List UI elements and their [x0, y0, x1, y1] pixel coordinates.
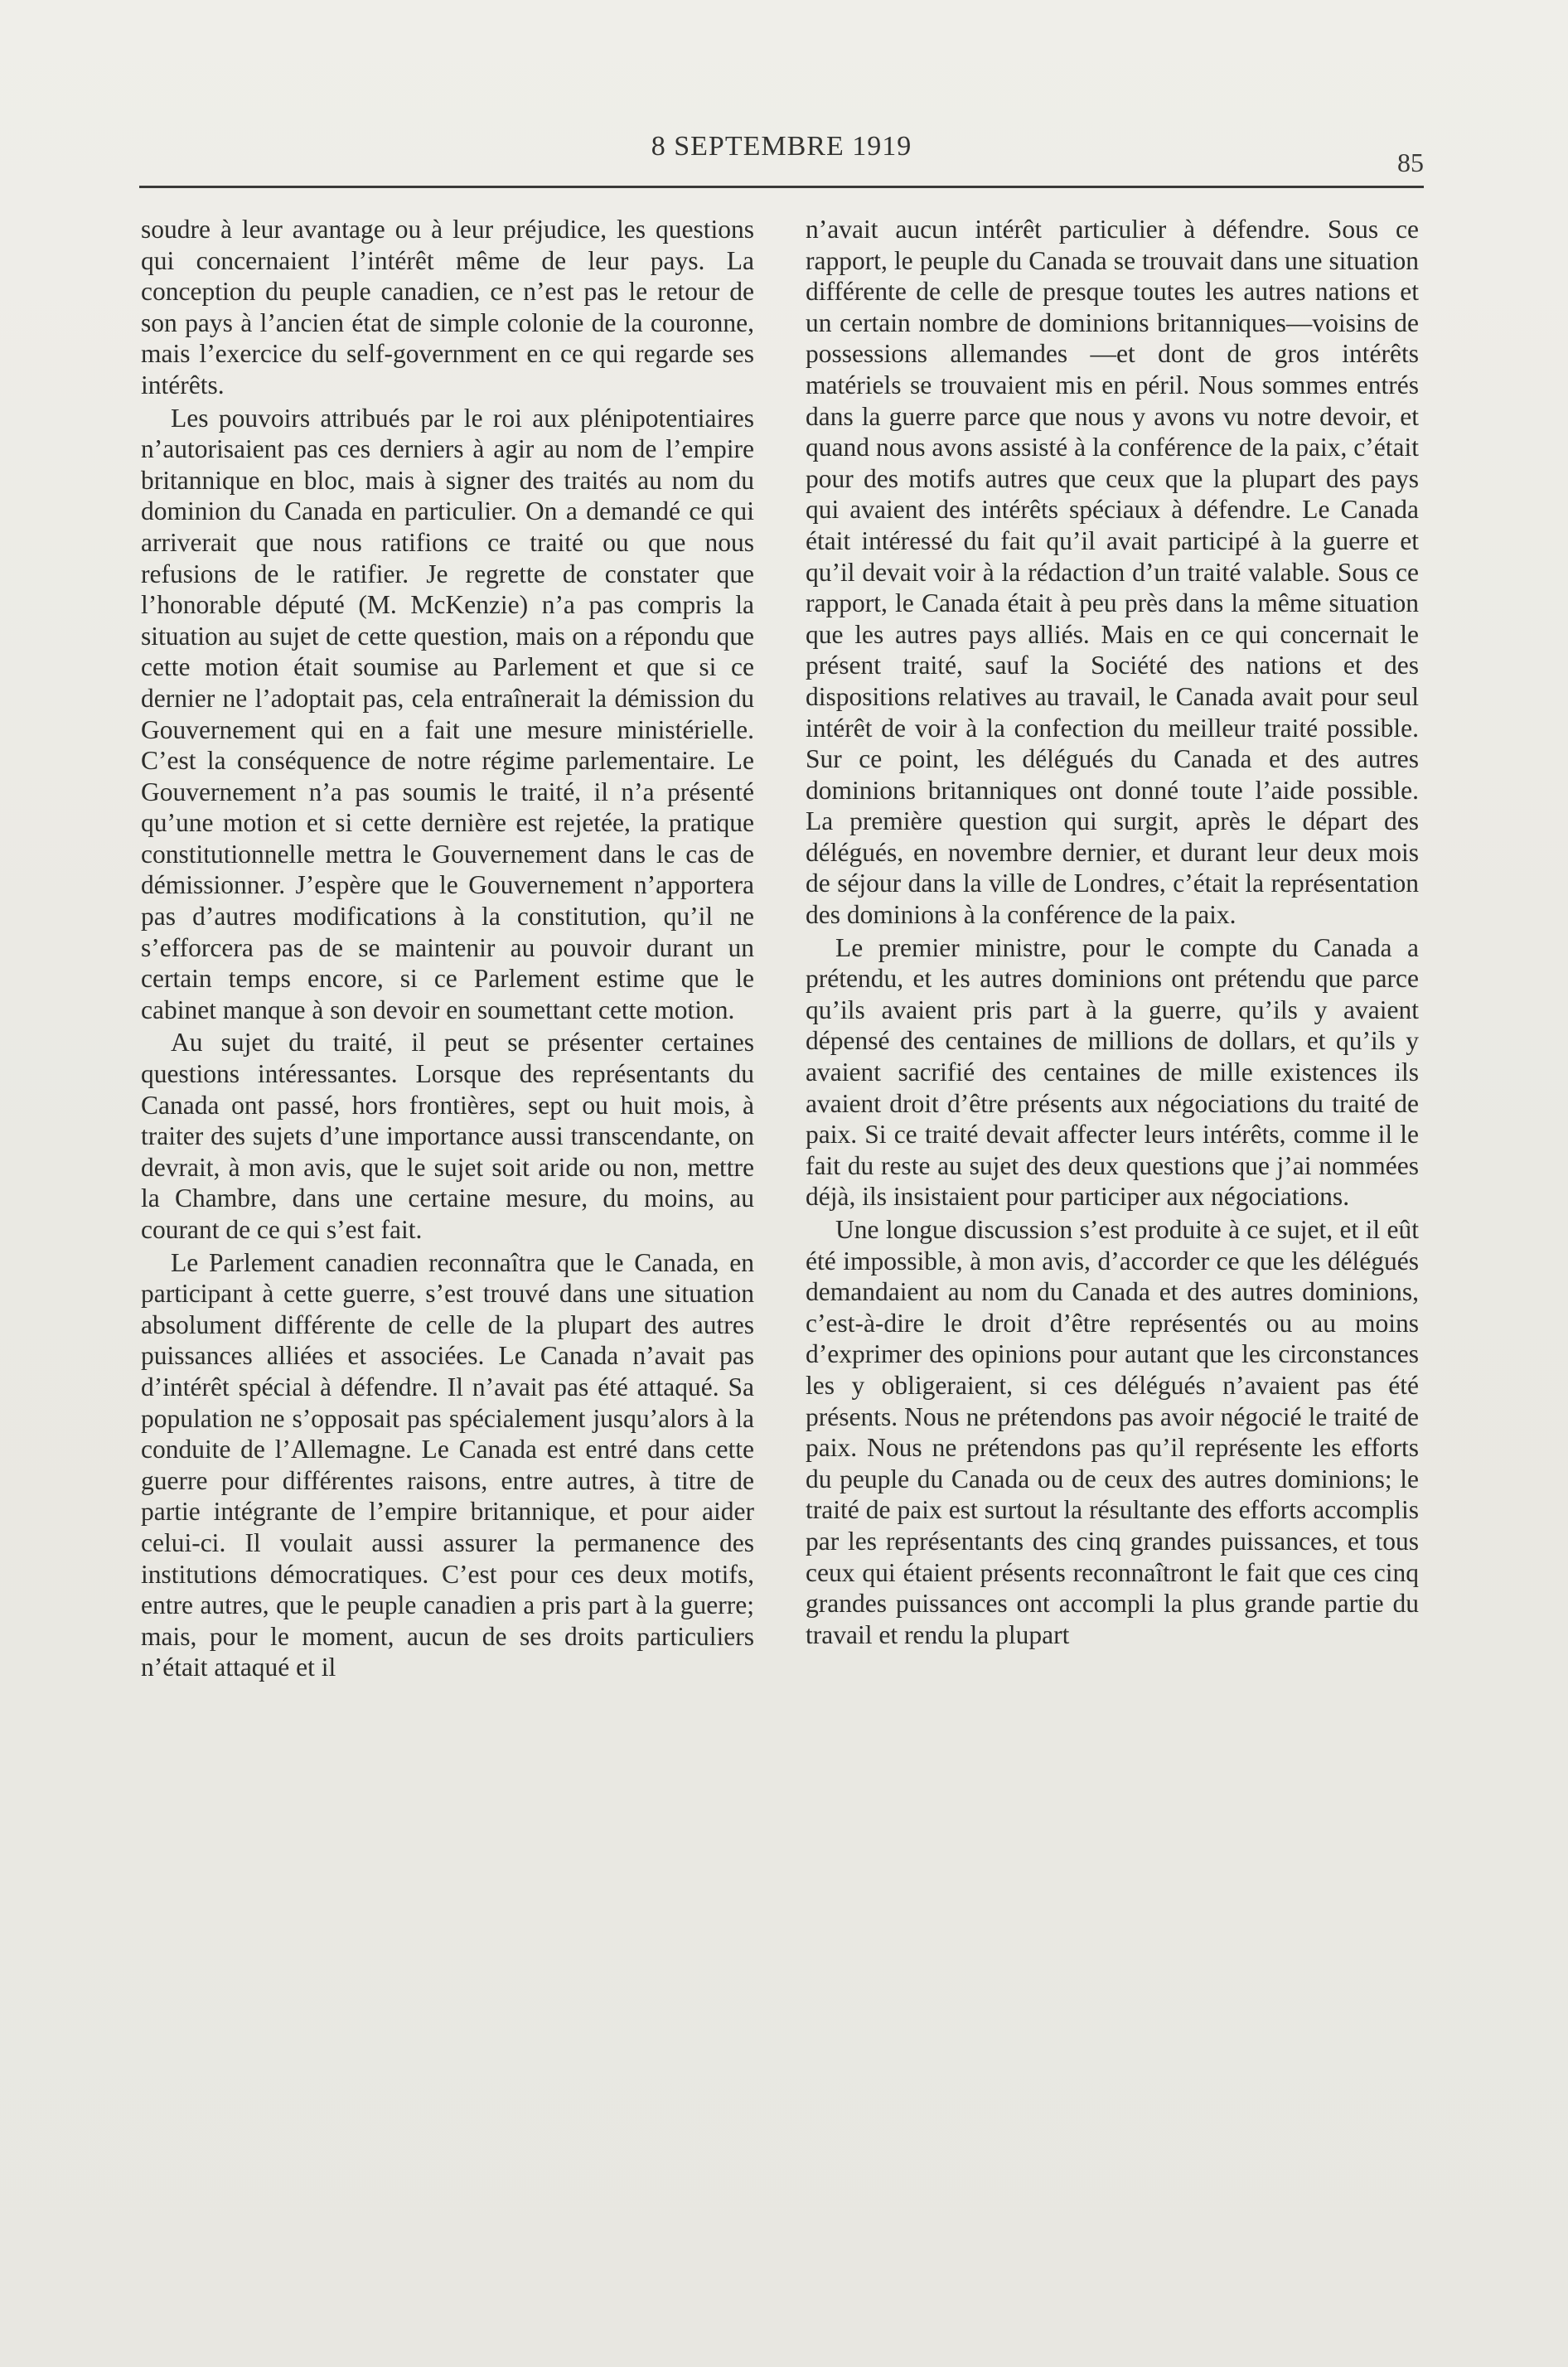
page-number: 85 — [1397, 148, 1424, 177]
left-paragraph-2: Les pouvoirs attribués par le roi aux plénipotentiaires n’autorisaient pas ces derniers à agir au nom de l’empire britannique en bloc, mais à signer des traités au nom du dominion du Canada en particulier. On a demandé ce qui arriverait que nous ratifions ce traité ou que nous refusions de le ratifier. Je regrette de constater que l’honorable député (M. McKenzie) n’a pas compris la situation au sujet de cette question, mais on a répondu que cette motion était soumise au Parlement et que si ce dernier ne l’adoptait pas, cela entraînerait la démission du Gouvernement qui en a fait une mesure ministérielle. C’est la conséquence de notre régime parlementaire. Le Gouvernement n’a pas soumis le traité, il n’a présenté qu’une motion et si cette dernière est rejetée, la pratique constitutionnelle mettra le Gouvernement dans le cas de démissionner. J’espère que le Gouvernement n’apportera pas d’autres modifications à la constitution, qu’il ne s’efforcera pas de se maintenir au pouvoir durant un certain temps encore, si ce Parlement estime que le cabinet manque à son devoir en soumettant cette motion. — [141, 403, 754, 1024]
right-paragraph-1: n’avait aucun intérêt particulier à défendre. Sous ce rapport, le peuple du Canada se trouvait dans une situation différente de celle de presque toutes les autres nations et un certain nombre de dominions britanniques—voisins de possessions allemandes —et dont de gros intérêts matériels se trouvaient mis en péril. Nous sommes entrés dans la guerre parce que nous y avons vu notre devoir, et quand nous avons assisté à la conférence de la paix, c’était pour des motifs autres que ceux que la plupart des pays qui avaient des intérêts spéciaux à défendre. Le Canada était intéressé du fait qu’il avait participé à la guerre et qu’il devait voir à la rédaction d’un traité valable. Sous ce rapport, le Canada était à peu près dans la même situation que les autres pays alliés. Mais en ce qui concernait le présent traité, sauf la Société des nations et des dispositions relatives au travail, le Canada avait pour seul intérêt de voir à la confection du meilleur traité possible. Sur ce point, les délégués du Canada et des autres dominions britanniques ont donné toute l’aide possible. La première question qui surgit, après le départ des délégués, en novembre dernier, et durant leur deux mois de séjour dans la ville de Londres, c’était la représentation des dominions à la conférence de la paix. — [806, 215, 1419, 930]
left-column — [141, 214, 754, 1683]
right-paragraph-2: Le premier ministre, pour le compte du Canada a prétendu, et les autres dominions ont prétendu que parce qu’ils avaient pris part à la guerre, qu’ils y avaient dépensé des centaines de millions de dollars, et qu’ils y avaient sacrifié des centaines de mille existences ils avaient droit d’être présents aux négociations du traité de paix. Si ce traité devait affecter leurs intérêts, comme il le fait du reste au sujet des deux questions que j’ai nommées déjà, ils insistaient pour participer aux négociations. — [806, 932, 1419, 1212]
left-paragraph-3: Au sujet du traité, il peut se présenter certaines questions intéressantes. Lorsque des représentants du Canada ont passé, hors frontières, sept ou huit mois, à traiter des sujets d’une importance aussi transcendante, on devrait, à mon avis, que le sujet soit aride ou non, mettre la Chambre, dans une certaine mesure, du moins, au courant de ce qui s’est fait. — [141, 1028, 754, 1244]
right-paragraph-3: Une longue discussion s’est produite à ce sujet, et il eût été impossible, à mon avis, d’accorder ce que les délégués demandaient au nom du Canada et des autres dominions, c’est-à-dire le droit d’être représentés ou au moins d’exprimer des opinions pour autant que les circonstances les y obligeraient, si ces délégués n’avaient pas été présents. Nous ne prétendons pas avoir négocié le traité de paix. Nous ne prétendons pas qu’il représente les efforts du peuple du Canada ou de ceux des autres dominions; le traité de paix est surtout la résultante des efforts accomplis par les représentants des cinq grandes puissances, et tous ceux qui étaient présents reconnaîtront le fait que ces cinq grandes puissances ont accompli la plus grande partie du travail et rendu la plupart — [806, 1215, 1419, 1649]
left-paragraph-4: Le Parlement canadien reconnaîtra que le Canada, en participant à cette guerre, s’est trouvé dans une situation absolument différente de celle de la plupart des autres puissances alliées et associées. Le Canada n’avait pas d’intérêt spécial à défendre. Il n’avait pas été attaqué. Sa population ne s’opposait pas spécialement jusqu’alors à la conduite de l’Allemagne. Le Canada est entré dans cette guerre pour différentes raisons, entre autres, à titre de partie intégrante de l’empire britannique, et pour aider celui-ci. Il voulait aussi assurer la permanence des institutions démocratiques. C’est pour ces deux motifs, entre autres, que le peuple canadien a pris part à la guerre; mais, pour le moment, aucun de ses droits particuliers n’était attaqué et il — [141, 1247, 754, 1682]
page-header — [139, 131, 1424, 181]
header-date: 8 SEPTEMBRE 1919 — [651, 131, 912, 162]
header-rule — [139, 186, 1424, 188]
right-column — [806, 214, 1419, 1650]
left-paragraph-1: soudre à leur avantage ou à leur préjudice, les questions qui concernaient l’intérêt même de leur pays. La conception du peuple canadien, ce n’est pas le retour de son pays à l’ancien état de simple colonie de la couronne, mais l’exercice du self-government en ce qui regarde ses intérêts. — [141, 215, 754, 399]
